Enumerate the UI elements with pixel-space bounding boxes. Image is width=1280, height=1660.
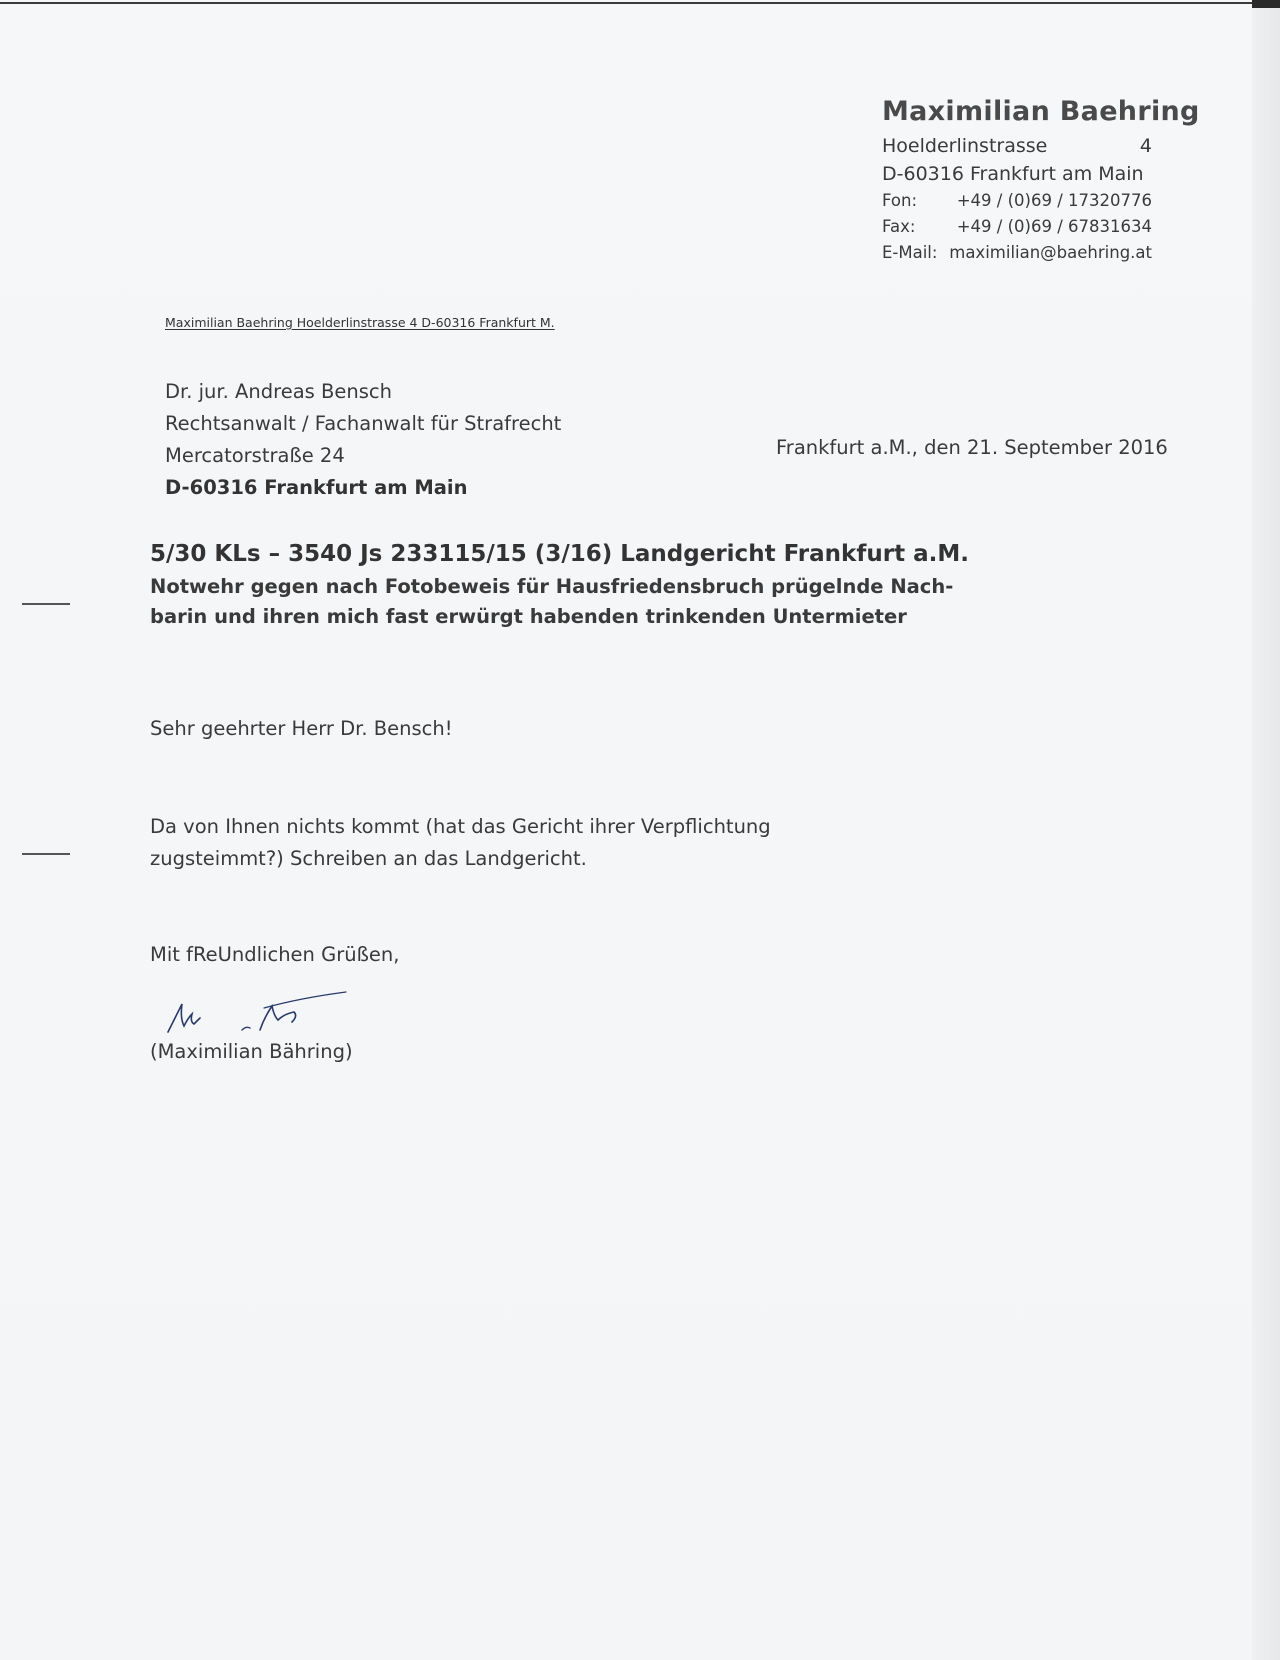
salutation: Sehr geehrter Herr Dr. Bensch! xyxy=(150,717,453,740)
subject-line-2: barin und ihren mich fast erwürgt habenden trinkenden Untermieter xyxy=(150,605,907,628)
recipient-title: Rechtsanwalt / Fachanwalt für Strafrecht xyxy=(165,412,562,435)
recipient-street: Mercatorstraße 24 xyxy=(165,444,345,467)
email-label: E-Mail: xyxy=(882,243,938,262)
return-address: Maximilian Baehring Hoelderlinstrasse 4 D-60316 Frankfurt M. xyxy=(165,315,555,330)
fax-number: +49 / (0)69 / 67831634 xyxy=(956,217,1152,236)
sender-phone-row xyxy=(882,191,1152,210)
sender-street: Hoelderlinstrasse xyxy=(882,135,1048,157)
closing: Mit fReUndlichen Grüßen, xyxy=(150,943,400,966)
signature-caption: (Maximilian Bähring) xyxy=(150,1040,353,1063)
sender-city: D-60316 Frankfurt am Main xyxy=(882,163,1144,185)
sender-house-number: 4 xyxy=(1139,135,1152,157)
handwritten-signature xyxy=(160,990,360,1040)
phone-number: +49 / (0)69 / 17320776 xyxy=(956,191,1152,210)
scan-border-right xyxy=(1252,0,1280,1660)
sender-email-row xyxy=(882,243,1152,262)
email-address: maximilian@baehring.at xyxy=(949,243,1152,262)
fold-mark-upper xyxy=(22,603,70,605)
sender-street-row xyxy=(882,135,1152,157)
sender-fax-row xyxy=(882,217,1152,236)
letter-date: Frankfurt a.M., den 21. September 2016 xyxy=(776,436,1168,459)
fax-label: Fax: xyxy=(882,217,916,236)
case-reference: 5/30 KLs – 3540 Js 233115/15 (3/16) Landgericht Frankfurt a.M. xyxy=(150,541,969,567)
fold-mark-lower xyxy=(22,853,70,855)
scan-corner-mark xyxy=(1252,0,1280,8)
body-line-2: zugsteimmt?) Schreiben an das Landgericht. xyxy=(150,847,587,870)
recipient-name: Dr. jur. Andreas Bensch xyxy=(165,380,392,403)
sender-name: Maximilian Baehring xyxy=(882,96,1200,127)
scan-border-top xyxy=(0,2,1252,4)
body-line-1: Da von Ihnen nichts kommt (hat das Gericht ihrer Verpflichtung xyxy=(150,815,771,838)
phone-label: Fon: xyxy=(882,191,918,210)
recipient-city: D-60316 Frankfurt am Main xyxy=(165,476,468,499)
subject-line-1: Notwehr gegen nach Fotobeweis für Hausfriedensbruch prügelnde Nach- xyxy=(150,575,954,598)
